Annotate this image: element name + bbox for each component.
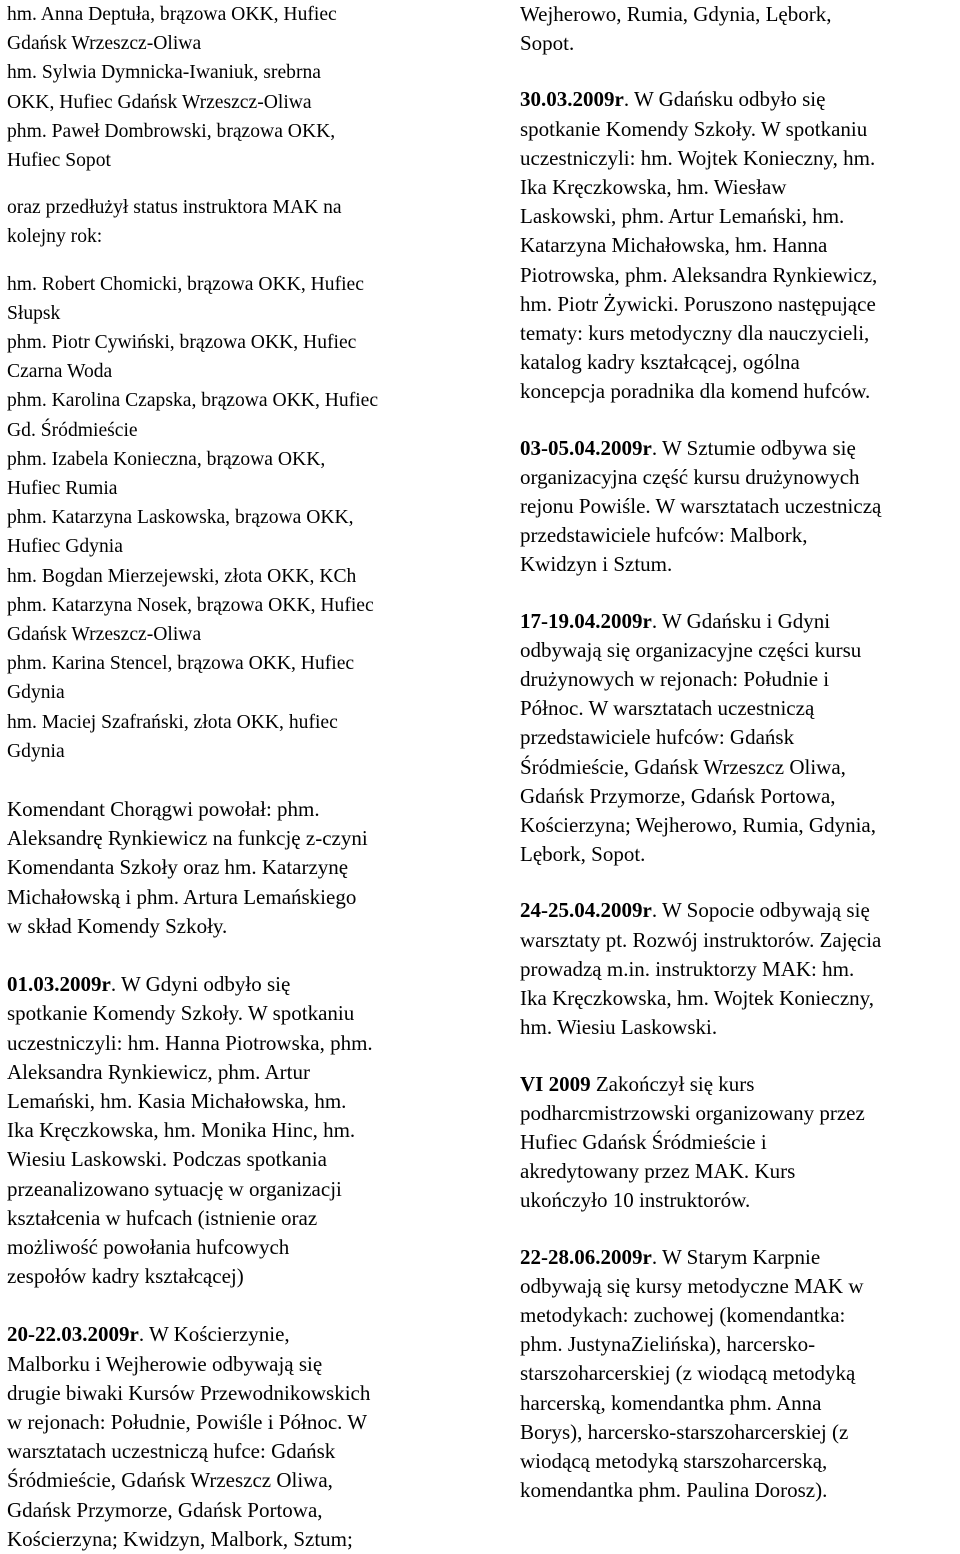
extend-status-intro: oraz przedłużył status instruktora MAK na kolejny rok: [7, 197, 342, 248]
entry-date: 03-05.04.2009r [520, 435, 652, 460]
entry-date: VI 2009 [520, 1071, 591, 1096]
entry-text: . W Sztumie odbywa się organizacyjna część kursu drużynowych rejonu Powiśle. W warsztatach uczestniczą przedstawiciele hufców: Malbork, Kwidzyn i Sztum. [520, 435, 882, 577]
appointment-paragraph: Komendant Chorągwi powołał: phm. Aleksandrę Rynkiewicz na funkcję z-czyni Komendanta Szkoły oraz hm. Katarzynę Michałowską i phm. Artura Lemańskiego w skład Komendy Szkoły. [7, 797, 368, 938]
entry-paragraph [520, 896, 958, 1042]
entry-paragraph [520, 434, 958, 580]
entry-text: . W Kościerzynie, Malborku i Wejherowie odbywają się drugie biwaki Kursów Przewodnikowskich w rejonach: Południe, Powiśle i Północ. W warsztatach uczestniczą hufce: Gdańsk Śródmieście, Gdańsk Wrzeszcz Oliwa, Gdańsk Przymorze, Gdańsk Portowa, Kościerzyna; Kwidzyn, Malbork, Sztum; [7, 1322, 371, 1551]
entry-date: 01.03.2009r [7, 972, 111, 997]
entry-paragraph [7, 1320, 477, 1554]
left-column [7, 0, 477, 1554]
entry-date: 22-28.06.2009r [520, 1244, 652, 1269]
entry-paragraph [520, 1070, 958, 1216]
continuation-text: Wejherowo, Rumia, Gdynia, Lębork, Sopot. [520, 2, 832, 56]
entry-text: . W Sopocie odbywają się warsztaty pt. Rozwój instruktorów. Zajęcia prowadzą m.in. instruktorzy MAK: hm. Ika Kręczkowska, hm. Wojtek Konieczny, hm. Wiesiu Laskowski. [520, 898, 882, 1040]
entry-date: 24-25.04.2009r [520, 898, 652, 923]
entry-text: Zakończył się kurs podharcmistrzowski organizowany przez Hufiec Gdańsk Śródmieście i akredytowany przez MAK. Kurs ukończyło 10 instruktorów. [520, 1071, 865, 1213]
entry-paragraph [520, 1243, 958, 1506]
entry-paragraph [520, 85, 958, 406]
entry-text: . W Gdańsku i Gdyni odbywają się organizacyjne części kursu drużynowych w rejonach: Południe i Północ. W warsztatach uczestniczą przedstawiciele hufców: Gdańsk Śródmieście, Gdańsk Wrzeszcz Oliwa, Gdańsk Przymorze, Gdańsk Portowa, Kościerzyna; Wejherowo, Rumia, Gdynia, Lębork, Sopot. [520, 608, 876, 867]
right-column [520, 0, 958, 1505]
entry-date: 30.03.2009r [520, 87, 624, 112]
entry-paragraph [7, 970, 477, 1291]
instructor-list-part2: hm. Robert Chomicki, brązowa OKK, Hufiec Słupsk phm. Piotr Cywiński, brązowa OKK, Hufiec Czarna Woda phm. Karolina Czapska, brązowa OKK, Hufiec Gd. Śródmieście phm. Izabela Konieczna, brązowa OKK, Hufiec Rumia phm. Katarzyna Laskowska, brązowa OKK, Hufiec Gdynia hm. Bogdan Mierzejewski, złota OKK, KCh phm. Katarzyna Nosek, brązowa OKK, Hufiec Gdańsk Wrzeszcz-Oliwa phm. Karina Stencel, brązowa OKK, Hufiec Gdynia hm. Maciej Szafrański, złota OKK, hufiec Gdynia [7, 273, 379, 762]
entry-date: 17-19.04.2009r [520, 608, 652, 633]
instructor-list-part1: hm. Anna Deptuła, brązowa OKK, Hufiec Gdańsk Wrzeszcz-Oliwa hm. Sylwia Dymnicka-Iwaniuk, srebrna OKK, Hufiec Gdańsk Wrzeszcz-Oliwa phm. Paweł Dombrowski, brązowa OKK, Hufiec Sopot [7, 4, 337, 172]
entry-paragraph [520, 607, 958, 870]
entry-text: . W Gdańsku odbyło się spotkanie Komendy Szkoły. W spotkaniu uczestniczyli: hm. Wojtek Konieczny, hm. Ika Kręczkowska, hm. Wiesław Laskowski, phm. Artur Lemański, hm. Katarzyna Michałowska, hm. Hanna Piotrowska, phm. Aleksandra Rynkiewicz, hm. Piotr Żywicki. Poruszono następujące tematy: kurs metodyczny dla nauczycieli, katalog kadry kształcącej, ogólna koncepcja poradnika dla komend hufców. [520, 87, 878, 404]
entry-text: . W Gdyni odbyło się spotkanie Komendy Szkoły. W spotkaniu uczestniczyli: hm. Hanna Piotrowska, phm. Aleksandra Rynkiewicz, phm. Artur Lemański, hm. Kasia Michałowska, hm. Ika Kręczkowska, hm. Monika Hinc, hm. Wiesiu Laskowski. Podczas spotkania przeanalizowano sytuację w organizacji kształcenia w hufcach (istnienie oraz możliwość powołania hufcowych zespołów kadry kształcącej) [7, 972, 373, 1289]
entry-text: . W Starym Karpnie odbywają się kursy metodyczne MAK w metodykach: zuchowej (komendantka: phm. JustynaZielińska), harcersko- starszoharcerskiej (z wiodącą metodyką harcerską, komendantka phm. Anna Borys), harcersko-starszoharcerskiej (z wiodącą metodyką starszoharcerską, komendantka phm. Paulina Dorosz). [520, 1244, 864, 1503]
entry-date: 20-22.03.2009r [7, 1322, 139, 1347]
